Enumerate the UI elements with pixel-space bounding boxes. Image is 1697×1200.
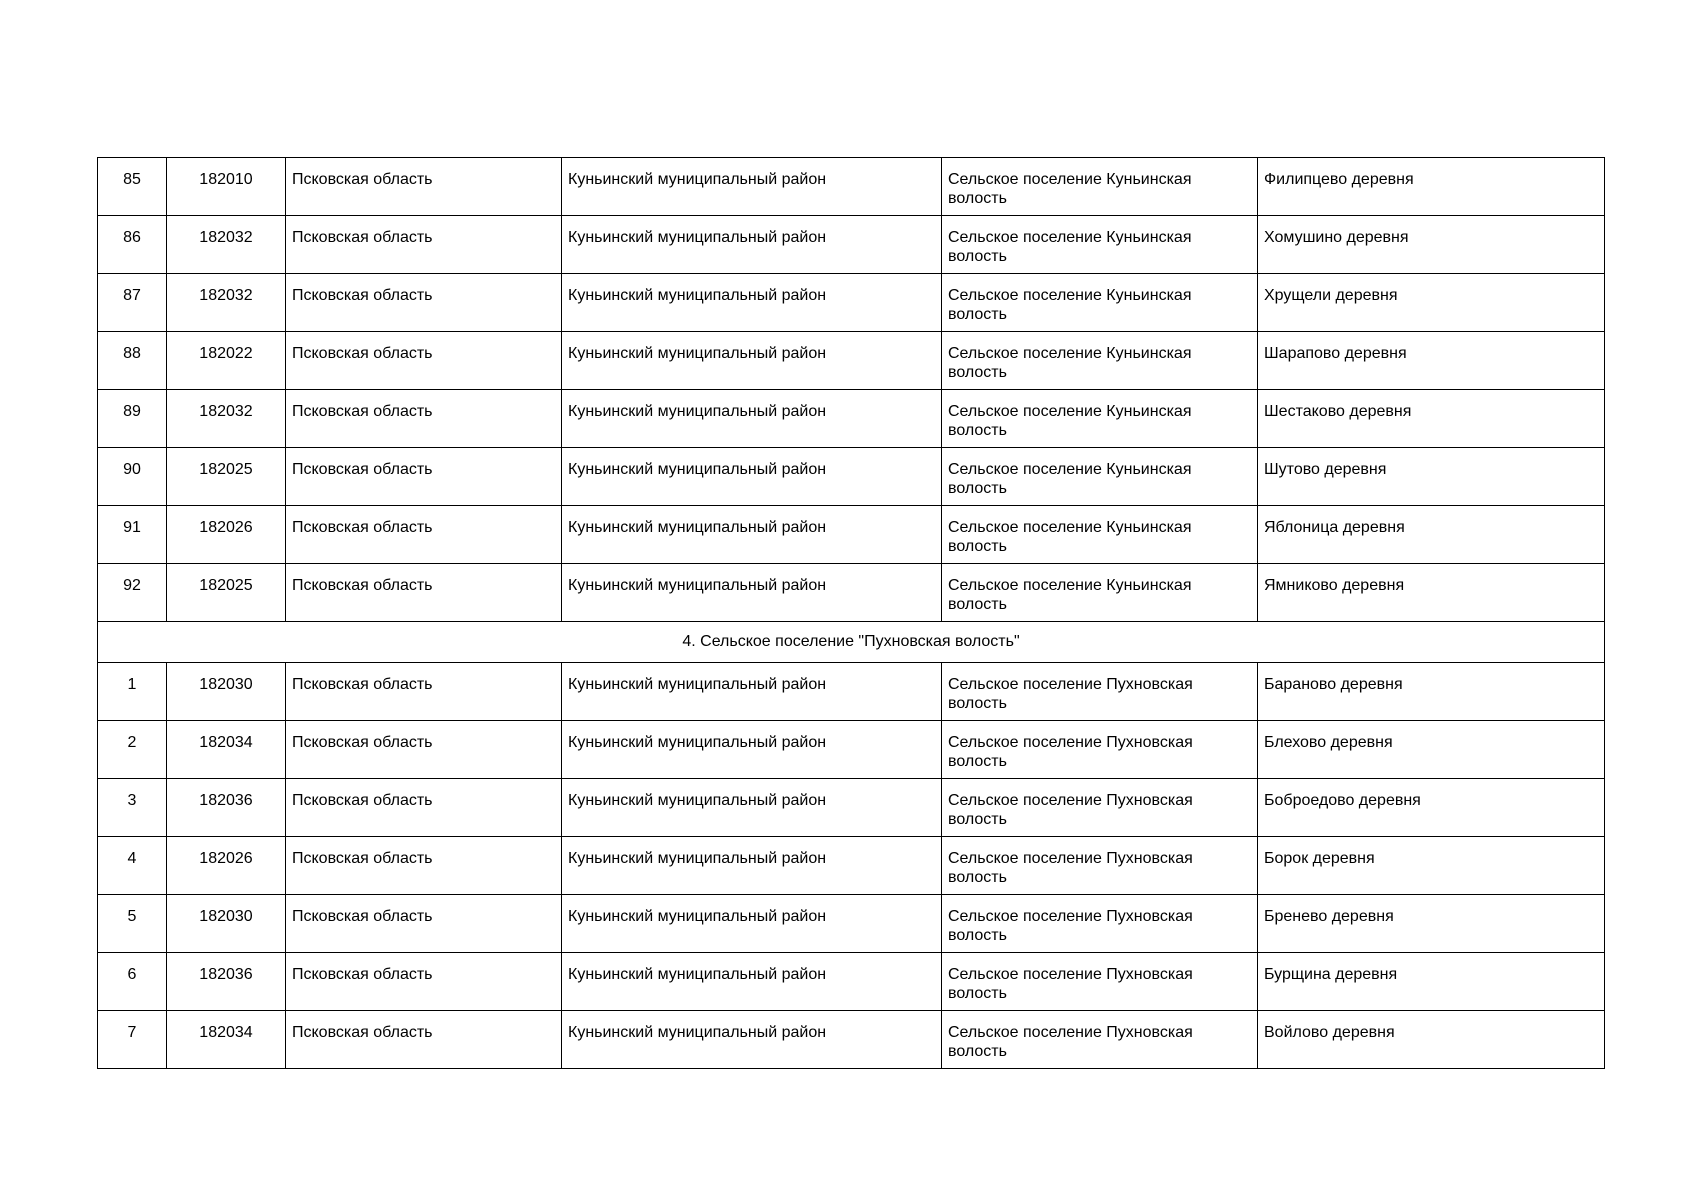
section-heading-row bbox=[98, 622, 1605, 663]
settlement-cell: Сельское поселение Куньинская волость bbox=[942, 216, 1258, 274]
row-number-cell: 3 bbox=[98, 779, 167, 837]
district-cell: Куньинский муниципальный район bbox=[562, 779, 942, 837]
postal-index-cell: 182032 bbox=[167, 216, 286, 274]
district-cell: Куньинский муниципальный район bbox=[562, 837, 942, 895]
postal-index-cell: 182026 bbox=[167, 837, 286, 895]
table-row bbox=[98, 216, 1605, 274]
postal-index-cell: 182034 bbox=[167, 1011, 286, 1069]
region-cell: Псковская область bbox=[286, 837, 562, 895]
postal-index-cell: 182026 bbox=[167, 506, 286, 564]
settlement-cell: Сельское поселение Пухновская волость bbox=[942, 953, 1258, 1011]
district-cell: Куньинский муниципальный район bbox=[562, 663, 942, 721]
row-number-cell: 86 bbox=[98, 216, 167, 274]
locality-cell: Хрущели деревня bbox=[1258, 274, 1605, 332]
row-number-cell: 89 bbox=[98, 390, 167, 448]
row-number-cell: 91 bbox=[98, 506, 167, 564]
postal-index-cell: 182032 bbox=[167, 390, 286, 448]
table-body bbox=[98, 158, 1605, 1069]
settlement-cell: Сельское поселение Куньинская волость bbox=[942, 158, 1258, 216]
region-cell: Псковская область bbox=[286, 779, 562, 837]
settlement-cell: Сельское поселение Пухновская волость bbox=[942, 663, 1258, 721]
row-number-cell: 88 bbox=[98, 332, 167, 390]
settlement-cell: Сельское поселение Пухновская волость bbox=[942, 779, 1258, 837]
region-cell: Псковская область bbox=[286, 1011, 562, 1069]
settlement-cell: Сельское поселение Куньинская волость bbox=[942, 506, 1258, 564]
table-row bbox=[98, 663, 1605, 721]
postal-index-cell: 182034 bbox=[167, 721, 286, 779]
locality-cell: Ямниково деревня bbox=[1258, 564, 1605, 622]
row-number-cell: 85 bbox=[98, 158, 167, 216]
region-cell: Псковская область bbox=[286, 274, 562, 332]
row-number-cell: 2 bbox=[98, 721, 167, 779]
postal-index-cell: 182025 bbox=[167, 564, 286, 622]
row-number-cell: 87 bbox=[98, 274, 167, 332]
locality-cell: Бурщина деревня bbox=[1258, 953, 1605, 1011]
postal-index-cell: 182036 bbox=[167, 779, 286, 837]
region-cell: Псковская область bbox=[286, 448, 562, 506]
locality-cell: Борок деревня bbox=[1258, 837, 1605, 895]
settlement-cell: Сельское поселение Пухновская волость bbox=[942, 837, 1258, 895]
district-cell: Куньинский муниципальный район bbox=[562, 332, 942, 390]
district-cell: Куньинский муниципальный район bbox=[562, 895, 942, 953]
table-row bbox=[98, 1011, 1605, 1069]
district-cell: Куньинский муниципальный район bbox=[562, 158, 942, 216]
locality-cell: Бренево деревня bbox=[1258, 895, 1605, 953]
locality-cell: Филипцево деревня bbox=[1258, 158, 1605, 216]
region-cell: Псковская область bbox=[286, 390, 562, 448]
district-cell: Куньинский муниципальный район bbox=[562, 216, 942, 274]
region-cell: Псковская область bbox=[286, 663, 562, 721]
row-number-cell: 4 bbox=[98, 837, 167, 895]
table-row bbox=[98, 721, 1605, 779]
table-row bbox=[98, 448, 1605, 506]
locality-cell: Бараново деревня bbox=[1258, 663, 1605, 721]
table-row bbox=[98, 564, 1605, 622]
district-cell: Куньинский муниципальный район bbox=[562, 564, 942, 622]
region-cell: Псковская область bbox=[286, 721, 562, 779]
region-cell: Псковская область bbox=[286, 332, 562, 390]
district-cell: Куньинский муниципальный район bbox=[562, 721, 942, 779]
district-cell: Куньинский муниципальный район bbox=[562, 448, 942, 506]
locality-cell: Шутово деревня bbox=[1258, 448, 1605, 506]
row-number-cell: 1 bbox=[98, 663, 167, 721]
postal-index-cell: 182030 bbox=[167, 895, 286, 953]
table-row bbox=[98, 895, 1605, 953]
row-number-cell: 7 bbox=[98, 1011, 167, 1069]
table-row bbox=[98, 779, 1605, 837]
row-number-cell: 6 bbox=[98, 953, 167, 1011]
locality-cell: Хомушино деревня bbox=[1258, 216, 1605, 274]
settlement-cell: Сельское поселение Пухновская волость bbox=[942, 895, 1258, 953]
district-cell: Куньинский муниципальный район bbox=[562, 1011, 942, 1069]
district-cell: Куньинский муниципальный район bbox=[562, 506, 942, 564]
postal-index-cell: 182036 bbox=[167, 953, 286, 1011]
postal-index-cell: 182030 bbox=[167, 663, 286, 721]
region-cell: Псковская область bbox=[286, 953, 562, 1011]
locality-cell: Блехово деревня bbox=[1258, 721, 1605, 779]
settlement-cell: Сельское поселение Куньинская волость bbox=[942, 332, 1258, 390]
district-cell: Куньинский муниципальный район bbox=[562, 274, 942, 332]
table-row bbox=[98, 332, 1605, 390]
row-number-cell: 5 bbox=[98, 895, 167, 953]
settlements-table bbox=[97, 157, 1605, 1069]
table-row bbox=[98, 390, 1605, 448]
settlement-cell: Сельское поселение Куньинская волость bbox=[942, 274, 1258, 332]
settlement-cell: Сельское поселение Куньинская волость bbox=[942, 564, 1258, 622]
section-heading: 4. Сельское поселение "Пухновская волость" bbox=[98, 622, 1605, 663]
district-cell: Куньинский муниципальный район bbox=[562, 390, 942, 448]
postal-index-cell: 182025 bbox=[167, 448, 286, 506]
locality-cell: Боброедово деревня bbox=[1258, 779, 1605, 837]
region-cell: Псковская область bbox=[286, 216, 562, 274]
region-cell: Псковская область bbox=[286, 564, 562, 622]
district-cell: Куньинский муниципальный район bbox=[562, 953, 942, 1011]
row-number-cell: 90 bbox=[98, 448, 167, 506]
locality-cell: Яблоница деревня bbox=[1258, 506, 1605, 564]
postal-index-cell: 182022 bbox=[167, 332, 286, 390]
region-cell: Псковская область bbox=[286, 506, 562, 564]
settlement-cell: Сельское поселение Пухновская волость bbox=[942, 1011, 1258, 1069]
locality-cell: Шестаково деревня bbox=[1258, 390, 1605, 448]
postal-index-cell: 182010 bbox=[167, 158, 286, 216]
table-row bbox=[98, 837, 1605, 895]
locality-cell: Войлово деревня bbox=[1258, 1011, 1605, 1069]
table-row bbox=[98, 274, 1605, 332]
settlement-cell: Сельское поселение Пухновская волость bbox=[942, 721, 1258, 779]
settlement-cell: Сельское поселение Куньинская волость bbox=[942, 448, 1258, 506]
settlement-cell: Сельское поселение Куньинская волость bbox=[942, 390, 1258, 448]
region-cell: Псковская область bbox=[286, 895, 562, 953]
table-row bbox=[98, 158, 1605, 216]
row-number-cell: 92 bbox=[98, 564, 167, 622]
table-row bbox=[98, 953, 1605, 1011]
postal-index-cell: 182032 bbox=[167, 274, 286, 332]
region-cell: Псковская область bbox=[286, 158, 562, 216]
table-row bbox=[98, 506, 1605, 564]
locality-cell: Шарапово деревня bbox=[1258, 332, 1605, 390]
